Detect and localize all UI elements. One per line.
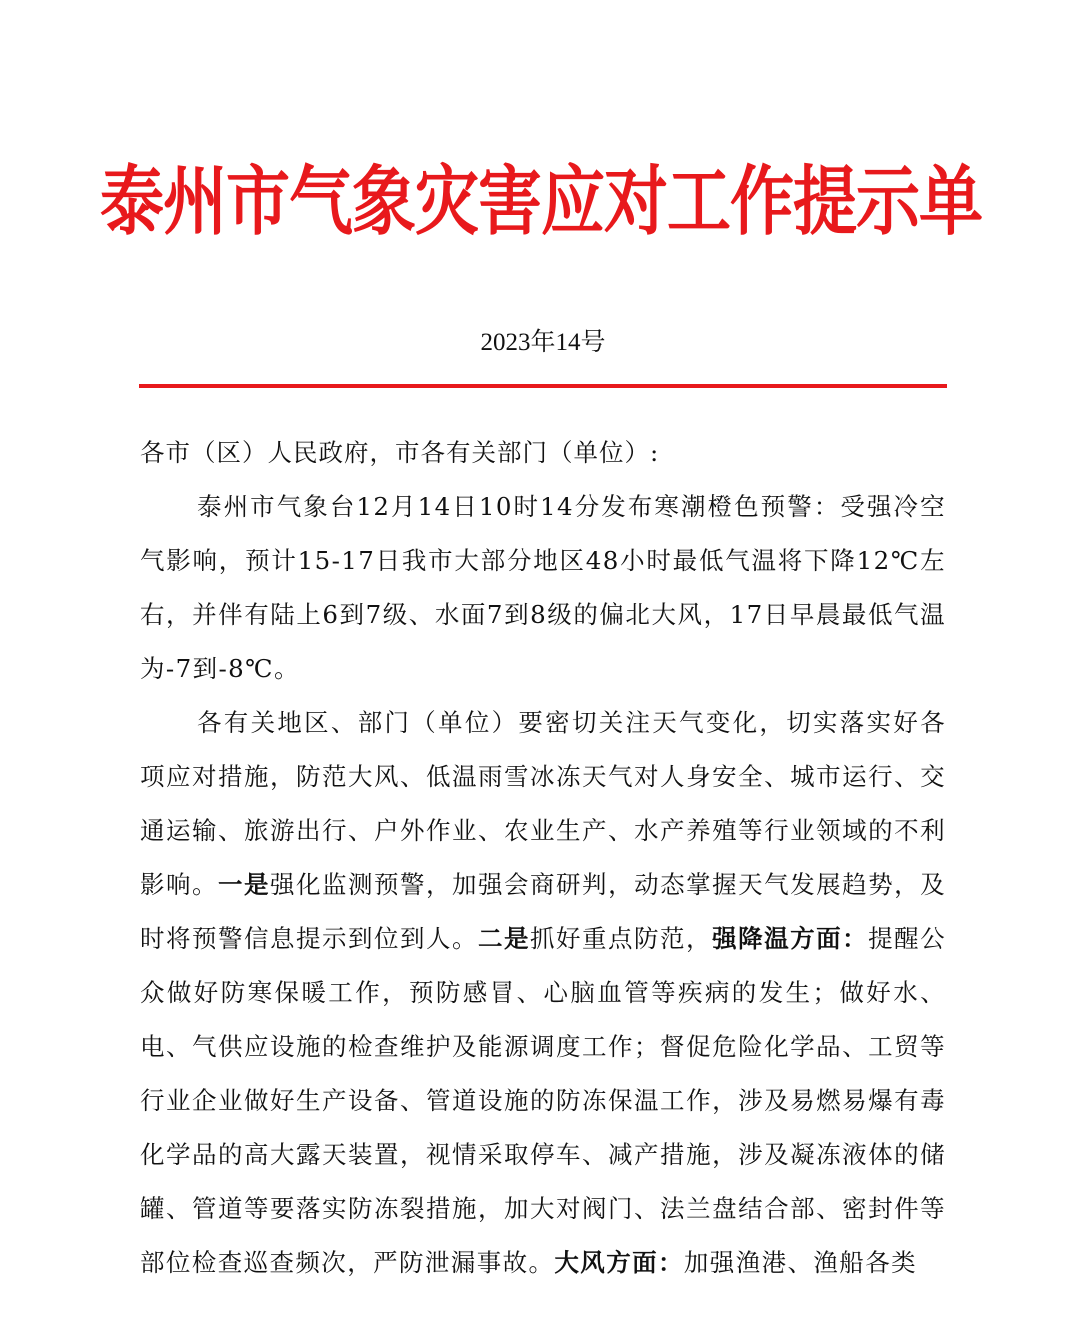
paragraph-measures	[140, 696, 946, 1290]
keyword-strong-wind: 大风方面：	[554, 1248, 684, 1277]
red-divider-line	[139, 384, 947, 388]
keyword-temperature-drop: 强降温方面：	[712, 924, 869, 953]
paragraph-text: 抓好重点防范，	[530, 924, 713, 953]
paragraph-text: 各有关地区、部门（单位）要密切关注天气变化，切实落实好各项应对措施，防范大风、低温雨雪冰冻天气对人身安全、城市运行、交通运输、旅游出行、户外作业、农业生产、水产养殖等行业领域的不利影响。	[140, 708, 946, 899]
salutation: 各市（区）人民政府，市各有关部门（单位）:	[140, 438, 660, 467]
paragraph-text: 提醒公众做好防寒保暖工作，预防感冒、心脑血管等疾病的发生；做好水、电、气供应设施的检查维护及能源调度工作；督促危险化学品、工贸等行业企业做好生产设备、管道设施的防冻保温工作，涉及易燃易爆有毒化学品的高大露天装置，视情采取停车、减产措施，涉及凝冻液体的储罐、管道等要落实防冻裂措施，加大对阀门、法兰盘结合部、密封件等部位检查巡查频次，严防泄漏事故。	[140, 924, 946, 1277]
paragraph-warning: 泰州市气象台12月14日10时14分发布寒潮橙色预警：受强冷空气影响，预计15-17日我市大部分地区48小时最低气温将下降12℃左右，并伴有陆上6到7级、水面7到8级的偏北大风，17日早晨最低气温为-7到-8℃。	[140, 492, 946, 683]
document-body	[140, 426, 946, 1290]
paragraph-text: 加强渔港、渔船各类	[683, 1248, 918, 1277]
keyword-first: 一是	[218, 870, 271, 899]
issue-number: 2023年14号	[480, 329, 606, 356]
document-title: 泰州市气象灾害应对工作提示单	[100, 158, 982, 247]
keyword-second: 二是	[478, 924, 531, 953]
paragraph-text: 强化监测预警，加强会商研判，动态掌握天气发展趋势，及时将预警信息提示到位到人。	[140, 870, 946, 953]
